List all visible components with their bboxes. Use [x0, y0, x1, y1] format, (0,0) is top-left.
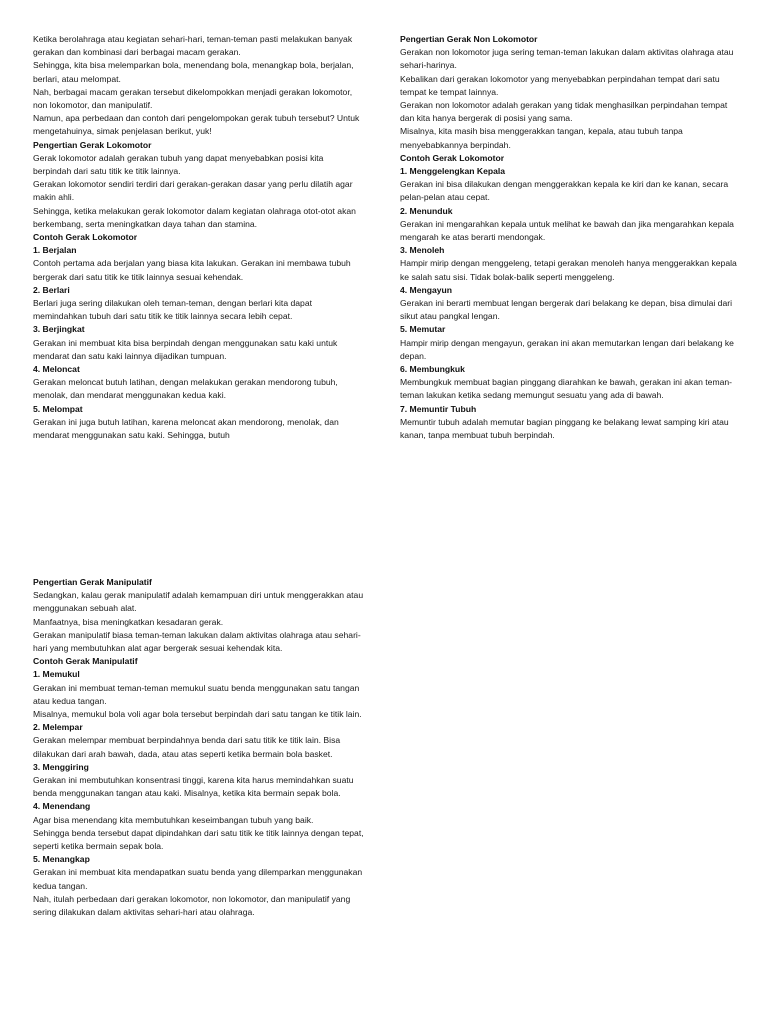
- paragraph: Misalnya, kita masih bisa menggerakkan tangan, kepala, atau tubuh tanpa menyebabkannya berpindah.: [400, 126, 683, 150]
- paragraph: Gerakan meloncat butuh latihan, dengan melakukan gerakan mendorong tubuh, menolak, dan mendarat menggunakan kedua kaki.: [33, 377, 338, 401]
- paragraph: Sehingga benda tersebut dapat dipindahkan dari satu titik ke titik lainnya dengan tepat, seperti ketika bermain sepak bola.: [33, 827, 364, 852]
- section-heading: 7. Memuntir Tubuh: [400, 403, 477, 414]
- section-heading: Contoh Gerak Lokomotor: [400, 152, 505, 163]
- section-heading: 1. Menggelengkan Kepala: [400, 166, 506, 177]
- paragraph: Gerakan manipulatif biasa teman-teman lakukan dalam aktivitas olahraga atau sehari-hari yang membutuhkan alat agar bergerak sesuai kehendak kita.: [33, 629, 361, 654]
- paragraph: Memuntir tubuh adalah memutar bagian pinggang ke belakang lewat samping kiri atau kanan, tanpa membuat tubuh berpindah.: [400, 416, 729, 441]
- paragraph: Gerakan melempar membuat berpindahnya benda dari satu titik ke titik lain. Bisa dilakukan dari arah bawah, dada, atau atas seperti ketika bermain bola basket.: [33, 735, 341, 759]
- section-heading: 3. Berjingkat: [33, 324, 85, 335]
- paragraph: Nah, berbagai macam gerakan tersebut dikelompokkan menjadi gerakan lokomotor, non lokomotor, dan manipulatif.: [33, 86, 353, 111]
- paragraph: Gerakan ini berarti membuat lengan bergerak dari belakang ke depan, bisa dimulai dari sikut atau pangkal lengan.: [400, 298, 733, 322]
- section-heading: Pengertian Gerak Non Lokomotor: [400, 34, 538, 44]
- paragraph: Misalnya, memukul bola voli agar bola tersebut berpindah dari satu tangan ke titik lain.: [33, 709, 362, 720]
- paragraph: Membungkuk membuat bagian pinggang diarahkan ke bawah, gerakan ini akan teman-teman lakukan ketika sedang memungut sesuatu yang ada di bawah.: [400, 377, 733, 401]
- paragraph: Gerakan non lokomotor adalah gerakan yang tidak menghasilkan perpindahan tempat dan kita hanya bergerak di posisi yang sama.: [400, 100, 728, 124]
- section-heading: 1. Berjalan: [33, 245, 77, 256]
- section-heading: Contoh Gerak Manipulatif: [33, 656, 138, 667]
- paragraph: Gerakan ini bisa dilakukan dengan menggerakkan kepala ke kiri dan ke kanan, secara pelan-pelan atau cepat.: [400, 179, 729, 203]
- paragraph: Gerakan lokomotor sendiri terdiri dari gerakan-gerakan dasar yang perlu dilatih agar makin ahli.: [33, 179, 353, 203]
- paragraph: Gerakan non lokomotor juga sering teman-teman lakukan dalam aktivitas olahraga atau sehari-harinya.: [400, 47, 734, 71]
- column-gerak-non-lokomotor: [400, 33, 738, 442]
- section-heading: 2. Melempar: [33, 722, 83, 733]
- section-heading: 3. Menoleh: [400, 245, 445, 256]
- paragraph: Contoh pertama ada berjalan yang biasa kita lakukan. Gerakan ini membawa tubuh bergerak dari satu titik ke titik lainnya sesuai kehendak.: [33, 258, 351, 282]
- column-gerak-lokomotor: [33, 33, 363, 442]
- paragraph: Sedangkan, kalau gerak manipulatif adalah kemampuan diri untuk menggerakkan atau menggunakan sebuah alat.: [33, 590, 364, 614]
- section-heading: 1. Memukul: [33, 669, 80, 680]
- section-heading: 5. Memutar: [400, 324, 446, 335]
- paragraph: Gerakan ini membuat teman-teman memukul suatu benda menggunakan satu tangan atau kedua tangan.: [33, 682, 360, 706]
- paragraph: Sehingga, ketika melakukan gerak lokomotor dalam kegiatan olahraga otot-otot akan berkembang, serta meningkatkan daya tahan dan stamina.: [33, 205, 356, 229]
- section-heading: Contoh Gerak Lokomotor: [33, 232, 138, 243]
- paragraph: Ketika berolahraga atau kegiatan sehari-hari, teman-teman pasti melakukan banyak gerakan dan kombinasi dari berbagai macam gerakan.: [33, 34, 353, 58]
- section-heading: Pengertian Gerak Manipulatif: [33, 577, 152, 587]
- paragraph: Hampir mirip dengan menggeleng, tetapi gerakan menoleh hanya menggerakkan kepala ke salah satu sisi. Tidak bolak-balik seperti menggeleng.: [400, 258, 737, 282]
- section-heading: 4. Menendang: [33, 801, 91, 812]
- paragraph: Gerakan ini mengarahkan kepala untuk melihat ke bawah dan jika mengarahkan kepala mengarah ke atas berarti mendongak.: [400, 218, 734, 243]
- paragraph: Hampir mirip dengan mengayun, gerakan ini akan memutarkan lengan dari belakang ke depan.: [400, 337, 734, 361]
- paragraph: Kebalikan dari gerakan lokomotor yang menyebabkan perpindahan tempat dari satu tempat ke tempat lainnya.: [400, 73, 720, 97]
- section-heading: 4. Meloncat: [33, 364, 80, 375]
- section-heading: 5. Melompat: [33, 403, 83, 414]
- paragraph: Namun, apa perbedaan dan contoh dari pengelompokan gerak tubuh tersebut? Untuk mengetahuinya, simak penjelasan berikut, yuk!: [33, 113, 360, 137]
- paragraph: Gerakan ini membutuhkan konsentrasi tinggi, karena kita harus memindahkan suatu benda menggunakan tangan atau kaki. Misalnya, ketika kita bermain sepak bola.: [33, 775, 354, 799]
- section-heading: 4. Mengayun: [400, 284, 453, 295]
- section-heading: Pengertian Gerak Lokomotor: [33, 139, 152, 150]
- section-heading: 6. Membungkuk: [400, 364, 465, 375]
- section-heading: 2. Menunduk: [400, 205, 453, 216]
- section-heading: 5. Menangkap: [33, 854, 90, 865]
- paragraph: Agar bisa menendang kita membutuhkan keseimbangan tubuh yang baik.: [33, 814, 314, 825]
- paragraph: Gerak lokomotor adalah gerakan tubuh yang dapat menyebabkan posisi kita berpindah dari satu titik ke titik lainnya.: [33, 152, 324, 177]
- paragraph: Gerakan ini juga butuh latihan, karena meloncat akan mendorong, menolak, dan mendarat menggunakan satu kaki. Sehingga, butuh: [33, 416, 339, 441]
- paragraph: Manfaatnya, bisa meningkatkan kesadaran gerak.: [33, 616, 224, 627]
- paragraph: Gerakan ini membuat kita bisa berpindah dengan menggunakan satu kaki untuk mendarat dan satu kaki lainnya dijadikan tumpuan.: [33, 337, 338, 361]
- paragraph: Sehingga, kita bisa melemparkan bola, menendang bola, menangkap bola, berjalan, berlari, atau melompat.: [33, 60, 354, 84]
- section-heading: 3. Menggiring: [33, 761, 89, 772]
- paragraph: Nah, itulah perbedaan dari gerakan lokomotor, non lokomotor, dan manipulatif yang sering dilakukan dalam aktivitas sehari-hari atau olahraga.: [33, 893, 351, 918]
- section-heading: 2. Berlari: [33, 284, 70, 295]
- column-gerak-manipulatif: [33, 576, 373, 919]
- paragraph: Berlari juga sering dilakukan oleh teman-teman, dengan berlari kita dapat memindahkan tubuh dari satu titik ke titik lainnya secara lebih cepat.: [33, 298, 312, 322]
- paragraph: Gerakan ini membuat kita mendapatkan suatu benda yang dilemparkan menggunakan kedua tangan.: [33, 867, 363, 891]
